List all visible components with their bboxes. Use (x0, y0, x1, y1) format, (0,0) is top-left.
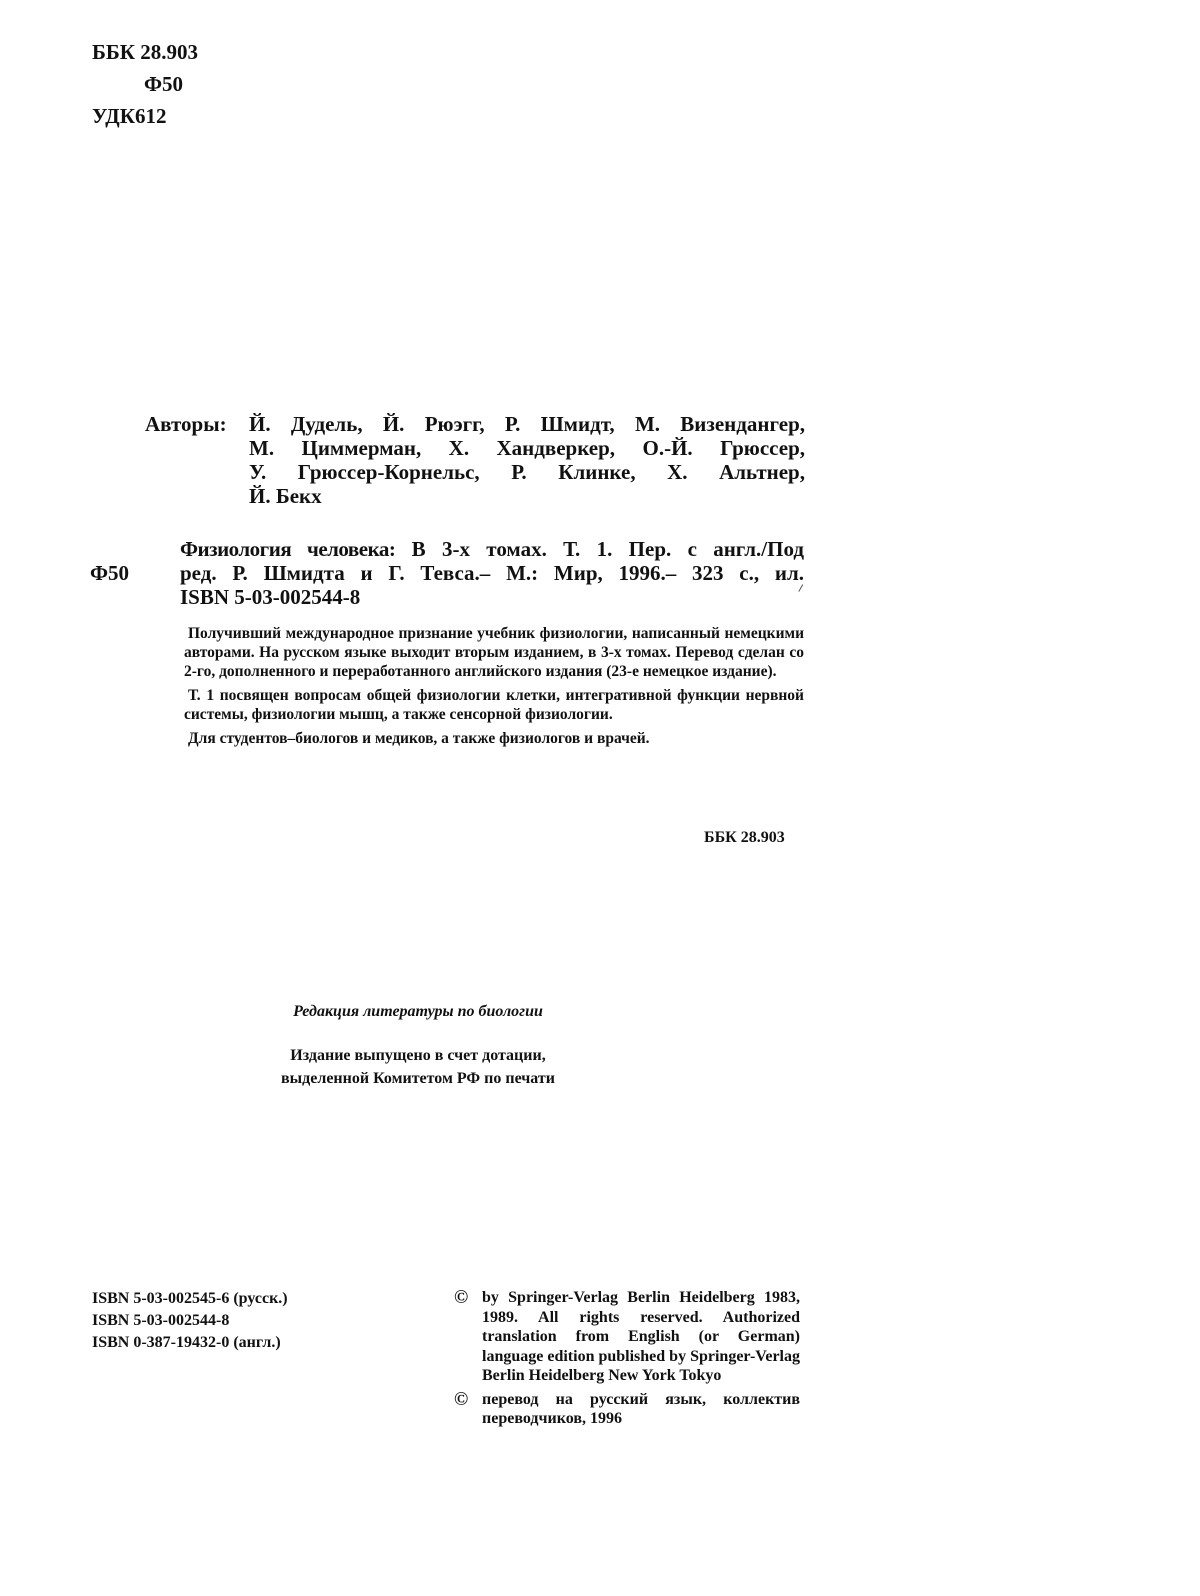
bbk-code: ББК 28.903 (92, 40, 198, 64)
classification-codes (92, 36, 198, 132)
copyright-icon: © (454, 1287, 469, 1308)
subsidy-line: выделенной Комитетом РФ по печати (281, 1070, 555, 1087)
authors-line: У. Грюссер-Корнельс, Р. Клинке, Х. Альтнер, (249, 460, 805, 484)
authors-list (249, 412, 805, 508)
isbn-item: ISBN 5-03-002544-8 (92, 1312, 230, 1329)
authors-line: М. Циммерман, Х. Хандверкер, О.-Й. Грюссер, (249, 436, 805, 460)
authors-line: Й. Бекх (249, 484, 322, 508)
copyright-item (454, 1288, 800, 1386)
copyright-text: перевод на русский язык, коллектив переводчиков, 1996 (482, 1390, 800, 1427)
annotation-audience: Для студентов–биологов и медиков, а также физиологов и врачей. (188, 730, 650, 747)
copyright-text: by Springer-Verlag Berlin Heidelberg 1983, 1989. All rights reserved. Authorized translation from English (or German) language edition published by Springer-Verlag Berlin Heidelberg New York Tokyo (482, 1289, 800, 1384)
catalog-entry (180, 537, 804, 609)
catalog-isbn: ISBN 5-03-002544-8 (180, 585, 361, 609)
subsidy-line: Издание выпущено в счет дотации, (290, 1047, 546, 1064)
catalog-code: Ф50 (90, 561, 130, 585)
authors-line: Й. Дудель, Й. Рюэгг, Р. Шмидт, М. Визендангер, (249, 412, 805, 436)
isbn-item: ISBN 0-387-19432-0 (англ.) (92, 1334, 281, 1351)
annotation (184, 624, 804, 753)
edition-note: Редакция литературы по биологии (293, 1003, 543, 1020)
annotation-paragraph: Т. 1 посвящен вопросам общей физиологии клетки, интегративной функции нервной системы, физиологии мышц, а также сенсорной физиологии. (184, 687, 804, 723)
copyright-icon: © (454, 1388, 469, 1410)
catalog-line-1 (180, 537, 804, 561)
copyright-item (454, 1390, 800, 1429)
subsidy-note (0, 1044, 836, 1090)
catalog-line-1-rest: В 3-х томах. Т. 1. Пер. с англ./Под (395, 537, 804, 561)
catalog-line-2: ред. Р. Шмидта и Г. Тевса.– М.: Мир, 1996.– 323 с., ил. (180, 561, 804, 585)
author-mark: Ф50 (144, 72, 184, 96)
isbn-item: ISBN 5-03-002545-6 (русск.) (92, 1290, 288, 1307)
book-title: Физиология человека: (180, 537, 396, 561)
isbn-list (92, 1288, 288, 1354)
annotation-paragraph: Получивший международное признание учебник физиологии, написанный немецкими авторами. На русском языке выходит вторым изданием, в 3-х томах. Перевод сделан со 2-го, дополненного и переработанного английского издания (23-е немецкое издание). (184, 625, 804, 680)
bbk-code-right: ББК 28.903 (704, 829, 785, 846)
authors-label: Авторы: (145, 412, 227, 436)
udk-code: УДК612 (92, 104, 167, 128)
copyright-block (454, 1288, 800, 1433)
authors-block (145, 412, 805, 508)
